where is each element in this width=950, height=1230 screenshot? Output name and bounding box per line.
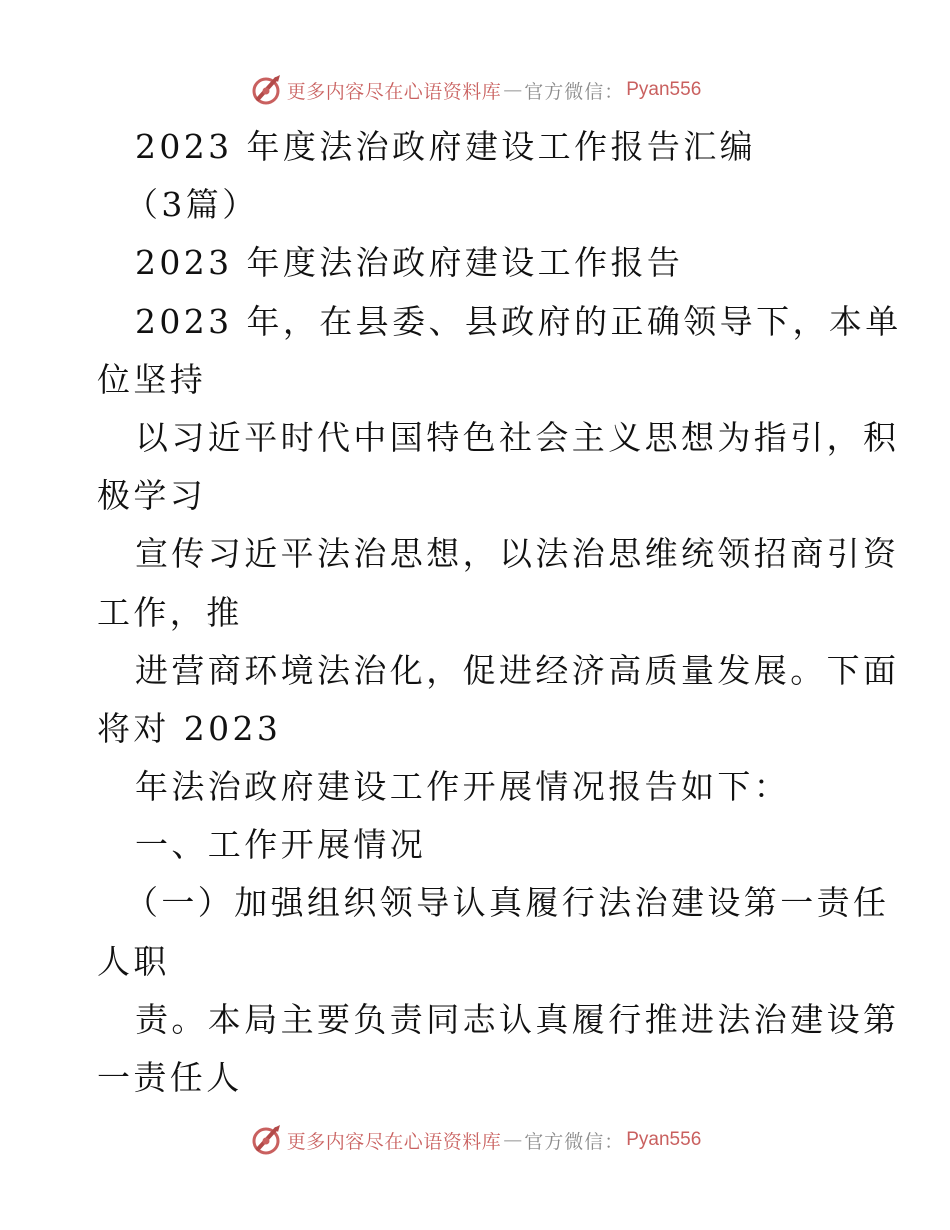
paragraph-line: 一责任人 — [97, 1058, 243, 1097]
paragraph-line: 人职 — [97, 941, 170, 981]
ink-brush-logo-icon — [249, 1123, 283, 1157]
paragraph-line: 位坚持 — [97, 359, 207, 399]
section-heading: 一、工作开展情况 — [135, 825, 427, 865]
ink-brush-logo-icon — [249, 73, 283, 107]
watermark-separator: — — [503, 1129, 523, 1151]
watermark-label: 官方微信： — [524, 80, 625, 103]
watermark-wechat-id: Pyan556 — [626, 1129, 702, 1150]
document-subtitle: （3篇） — [125, 185, 259, 225]
watermark-wechat-id: Pyan556 — [626, 79, 702, 100]
document-body — [97, 118, 902, 1107]
paragraph-line: 以习近平时代中国特色社会主义思想为指引，积 — [135, 417, 900, 457]
watermark-main-text: 更多内容尽在心语资料库 — [286, 1130, 502, 1153]
watermark-separator: — — [503, 79, 523, 101]
paragraph-line: 宣传习近平法治思想，以法治思维统领招商引资 — [135, 534, 900, 574]
paragraph-line: 年法治政府建设工作开展情况报告如下： — [135, 767, 791, 807]
header-watermark — [0, 70, 950, 110]
report-title: 2023 年度法治政府建设工作报告 — [135, 243, 684, 283]
footer-watermark — [0, 1120, 950, 1160]
paragraph-line: 极学习 — [97, 476, 207, 516]
paragraph-line: 进营商环境法治化，促进经济高质量发展。下面 — [135, 650, 900, 690]
paragraph-line: 责。本局主要负责同志认真履行推进法治建设第 — [135, 999, 900, 1039]
watermark-main-text: 更多内容尽在心语资料库 — [286, 80, 502, 103]
subsection-heading: （一）加强组织领导认真履行法治建设第一责任 — [125, 883, 890, 923]
paragraph-line: 2023 年，在县委、县政府的正确领导下，本单 — [135, 301, 902, 341]
watermark-label: 官方微信： — [524, 1130, 625, 1153]
paragraph-line: 工作，推 — [97, 592, 243, 632]
document-title: 2023 年度法治政府建设工作报告汇编 — [135, 127, 757, 166]
paragraph-line: 将对 2023 — [97, 708, 282, 748]
